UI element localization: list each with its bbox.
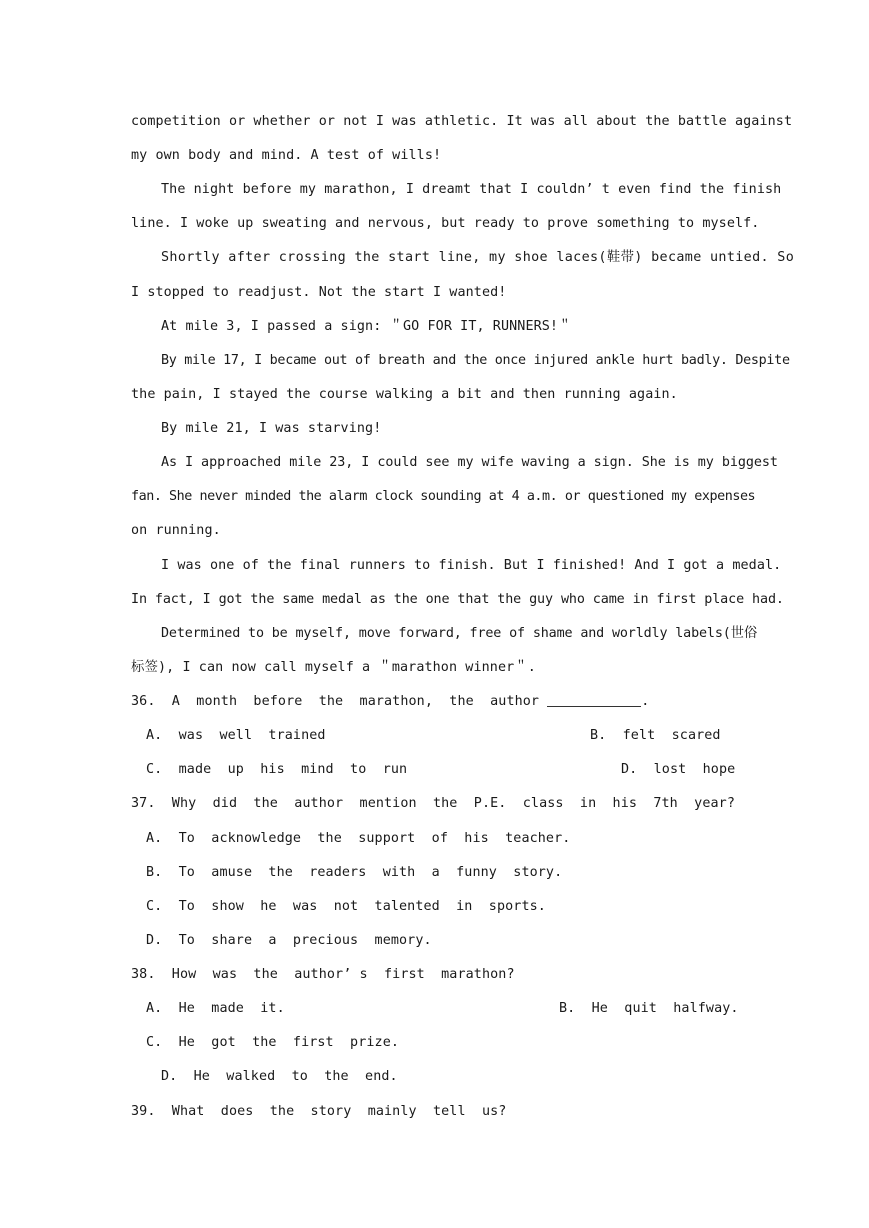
question-37-stem: 37. Why did the author mention the P.E. class in his 7th year? <box>131 796 735 811</box>
question-end: . <box>641 694 650 709</box>
passage-line: Shortly after crossing the start line, my shoe laces(鞋带) became untied. So <box>161 250 795 265</box>
passage-line: At mile 3, I passed a sign: ＂GO FOR IT, RUNNERS!＂ <box>161 319 572 334</box>
passage-line: In fact, I got the same medal as the one that the guy who came in first place had. <box>131 592 784 607</box>
passage-line: I stopped to readjust. Not the start I wanted! <box>131 285 507 300</box>
passage-line: line. I woke up sweating and nervous, but ready to prove something to myself. <box>131 216 760 231</box>
option-36-c: C. made up his mind to run <box>146 762 408 777</box>
option-36-a: A. was well trained <box>146 728 326 743</box>
option-37-a: A. To acknowledge the support of his teacher. <box>146 831 571 846</box>
question-39-stem: 39. What does the story mainly tell us? <box>131 1104 507 1119</box>
option-37-b: B. To amuse the readers with a funny story. <box>146 865 563 880</box>
passage-line: I was one of the final runners to finish. But I finished! And I got a medal. <box>161 558 782 573</box>
passage-line: on running. <box>131 523 221 538</box>
passage-line: Determined to be myself, move forward, free of shame and worldly labels(世俗 <box>161 626 758 641</box>
passage-line: my own body and mind. A test of wills! <box>131 148 442 163</box>
option-38-a: A. He made it. <box>146 1001 285 1016</box>
passage-line: By mile 21, I was starving! <box>161 421 382 436</box>
question-36-stem <box>131 693 649 711</box>
option-38-d: D. He walked to the end. <box>161 1069 398 1084</box>
passage-line: the pain, I stayed the course walking a bit and then running again. <box>131 387 678 402</box>
question-text: 36. A month before the marathon, the author <box>131 694 548 709</box>
option-37-d: D. To share a precious memory. <box>146 933 432 948</box>
passage-line: competition or whether or not I was athletic. It was all about the battle against <box>131 114 793 129</box>
option-38-b: B. He quit halfway. <box>559 1001 739 1016</box>
passage-line: By mile 17, I became out of breath and the once injured ankle hurt badly. Despite <box>161 353 790 368</box>
question-38-stem: 38. How was the author’ s first marathon? <box>131 967 515 982</box>
option-36-b: B. felt scared <box>590 728 721 743</box>
option-38-c: C. He got the first prize. <box>146 1035 400 1050</box>
option-37-c: C. To show he was not talented in sports. <box>146 899 546 914</box>
passage-line: As I approached mile 23, I could see my wife waving a sign. She is my biggest <box>161 455 778 470</box>
option-36-d: D. lost hope <box>621 762 736 777</box>
answer-blank <box>547 694 641 707</box>
passage-line: 标签), I can now call myself a ＂marathon winner＂. <box>131 660 536 675</box>
passage-line: The night before my marathon, I dreamt that I couldn’ t even find the finish <box>161 182 782 197</box>
passage-line: fan. She never minded the alarm clock sounding at 4 a.m. or questioned my expenses <box>131 489 756 504</box>
